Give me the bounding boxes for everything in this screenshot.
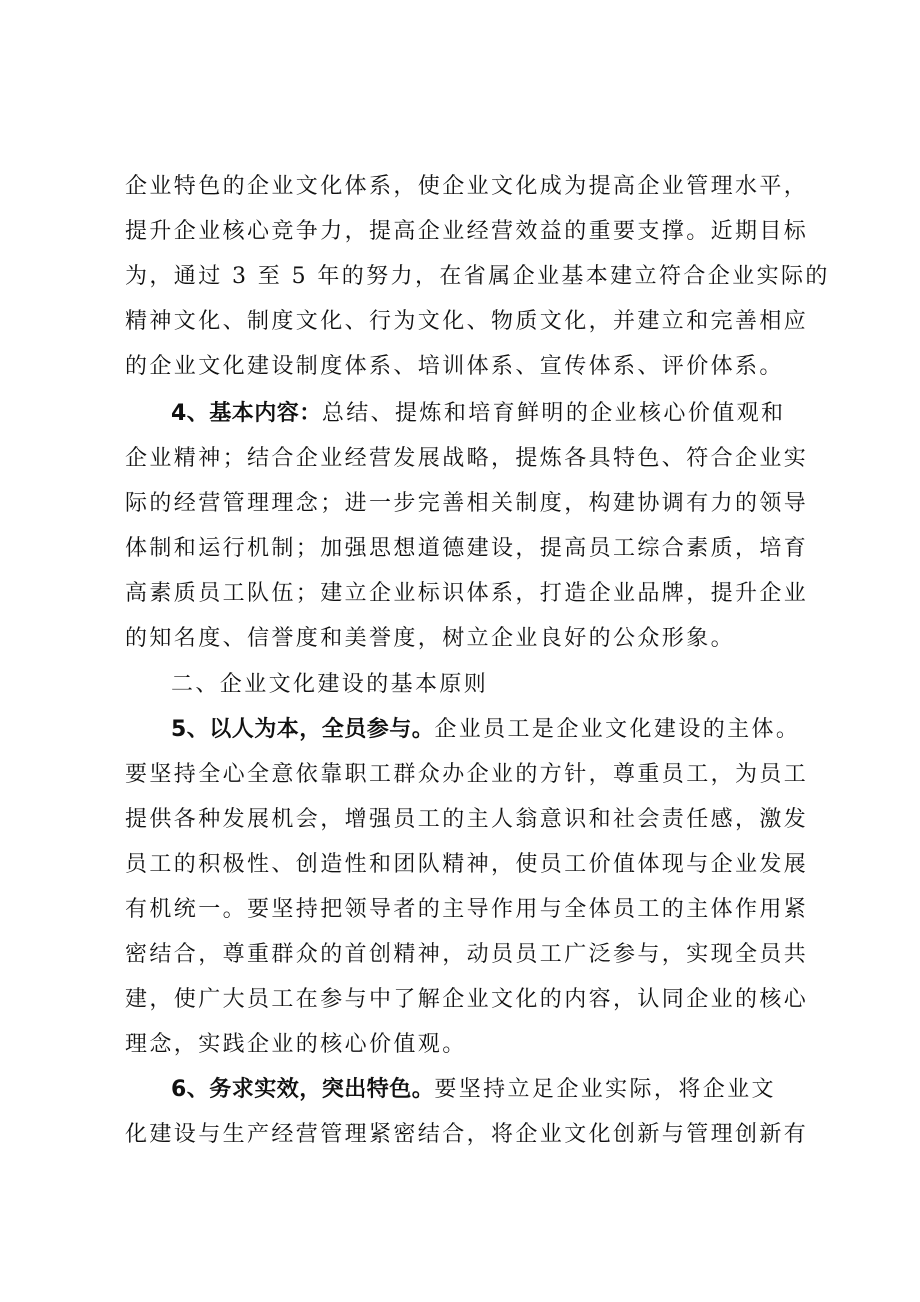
paragraph-line: 要坚持全心全意依靠职工群众办企业的方针，尊重员工，为员工	[125, 762, 809, 787]
paragraph-line: 员工的积极性、创造性和团队精神，使员工价值体现与企业发展	[125, 852, 809, 877]
paragraph-line: 提升企业核心竞争力，提高企业经营效益的重要支撑。近期目标	[125, 219, 809, 244]
paragraph-line: 理念，实践企业的核心价值观。	[125, 1032, 467, 1057]
item-heading: 4、基本内容：	[171, 401, 322, 426]
paragraph-goals	[125, 164, 830, 389]
paragraph-people-oriented	[125, 707, 815, 1067]
paragraph-line: 体制和运行机制；加强思想道德建设，提高员工综合素质，培育	[125, 536, 809, 561]
paragraph-line: 有机统一。要坚持把领导者的主导作用与全体员工的主体作用紧	[125, 897, 809, 922]
paragraph-text: 企业员工是企业文化建设的主体。	[434, 717, 801, 742]
paragraph-practical-results	[125, 1067, 815, 1157]
paragraph-basic-content	[125, 391, 815, 661]
paragraph-text: 要坚持立足企业实际，将企业文	[434, 1077, 776, 1102]
paragraph-line: 精神文化、制度文化、行为文化、物质文化，并建立和完善相应	[125, 309, 809, 334]
paragraph-line: 的知名度、信誉度和美誉度，树立企业良好的公众形象。	[125, 626, 736, 651]
paragraph-line: 企业特色的企业文化体系，使企业文化成为提高企业管理水平，	[125, 174, 809, 199]
paragraph-line: 化建设与生产经营管理紧密结合，将企业文化创新与管理创新有	[125, 1122, 809, 1147]
section-heading-block	[125, 662, 815, 707]
paragraph-line: 为，通过 3 至 5 年的努力，在省属企业基本建立符合企业实际的	[125, 264, 830, 289]
paragraph-first-line	[125, 707, 815, 752]
paragraph-first-line	[125, 1067, 815, 1112]
paragraph-line: 提供各种发展机会，增强员工的主人翁意识和社会责任感，激发	[125, 807, 809, 832]
section-heading: 二、企业文化建设的基本原则	[171, 672, 489, 697]
paragraph-line: 密结合，尊重群众的首创精神，动员员工广泛参与，实现全员共	[125, 942, 809, 967]
paragraph-line: 建，使广大员工在参与中了解企业文化的内容，认同企业的核心	[125, 987, 809, 1012]
paragraph-first-line	[125, 391, 815, 436]
paragraph-text: 总结、提炼和培育鲜明的企业核心价值观和	[321, 401, 786, 426]
paragraph-line: 的企业文化建设制度体系、培训体系、宣传体系、评价体系。	[125, 354, 784, 379]
paragraph-line: 企业精神；结合企业经营发展战略，提炼各具特色、符合企业实	[125, 446, 809, 471]
paragraph-line: 高素质员工队伍；建立企业标识体系，打造企业品牌，提升企业	[125, 581, 809, 606]
item-heading: 6、务求实效，突出特色。	[171, 1077, 435, 1102]
paragraph-line: 际的经营管理理念；进一步完善相关制度，构建协调有力的领导	[125, 491, 809, 516]
item-heading: 5、以人为本，全员参与。	[171, 717, 435, 742]
